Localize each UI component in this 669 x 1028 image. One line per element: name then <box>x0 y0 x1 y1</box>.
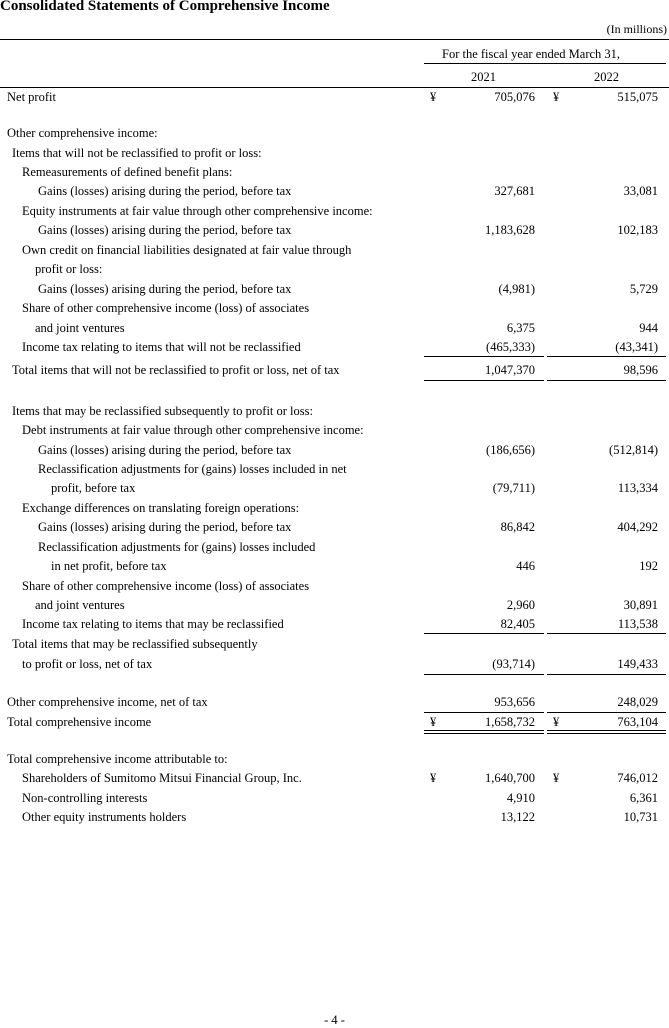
statement-row <box>0 637 669 657</box>
value-2021: 86,842 <box>500 520 535 534</box>
value-2021: 13,122 <box>500 810 535 824</box>
subtotal-rule <box>547 356 666 357</box>
value-2022: 404,292 <box>617 520 658 534</box>
statement-row <box>0 520 669 540</box>
row-label: Remeasurements of defined benefit plans: <box>22 165 233 179</box>
row-label: Reclassification adjustments for (gains) losses included <box>38 540 316 554</box>
value-2022: 6,361 <box>629 791 658 805</box>
row-label: Share of other comprehensive income (loss) of associates <box>22 579 310 593</box>
value-2022: 113,334 <box>617 481 658 495</box>
statement-row <box>0 223 669 243</box>
statement-row <box>0 481 669 501</box>
row-label: to profit or loss, net of tax <box>22 657 153 671</box>
row-label: Non-controlling interests <box>22 791 148 805</box>
subtotal-rule <box>424 674 544 675</box>
statement-row <box>0 404 669 424</box>
row-label: Own credit on financial liabilities designated at fair value through <box>22 243 352 257</box>
row-label: Income tax relating to items that may be reclassified <box>22 617 284 631</box>
value-2022: 248,029 <box>617 695 658 709</box>
value-2022: 33,081 <box>623 184 658 198</box>
statement-row <box>0 559 669 579</box>
value-2022: 944 <box>639 321 658 335</box>
row-label: Other equity instruments holders <box>22 810 187 824</box>
statement-row <box>0 262 669 282</box>
statement-row <box>0 771 669 791</box>
value-2022: 5,729 <box>629 282 658 296</box>
statement-row <box>0 90 669 110</box>
row-label: Gains (losses) arising during the period, before tax <box>38 282 292 296</box>
value-2021: 1,640,700 <box>485 771 535 785</box>
statement-row <box>0 126 669 146</box>
row-label: Other comprehensive income, net of tax <box>7 695 208 709</box>
statement-row <box>0 340 669 360</box>
value-2021: 82,405 <box>500 617 535 631</box>
statement-row <box>0 282 669 302</box>
statement-row <box>0 321 669 341</box>
row-label: Exchange differences on translating foreign operations: <box>22 501 300 515</box>
value-2021: (93,714) <box>492 657 535 671</box>
subtotal-rule <box>424 712 544 713</box>
value-2022: 746,012 <box>617 771 658 785</box>
value-2022: 113,538 <box>617 617 658 631</box>
statement-row <box>0 165 669 185</box>
subtotal-rule <box>424 356 544 357</box>
row-label: Gains (losses) arising during the period, before tax <box>38 223 292 237</box>
statement-row <box>0 146 669 166</box>
row-label: and joint ventures <box>35 598 125 612</box>
value-2021: (79,711) <box>492 481 535 495</box>
unit-note: (In millions) <box>606 22 667 36</box>
value-2021: 6,375 <box>506 321 535 335</box>
row-label: Income tax relating to items that will not be reclassified <box>22 340 301 354</box>
row-label: Reclassification adjustments for (gains) losses included in net <box>38 462 347 476</box>
period-header: For the fiscal year ended March 31, <box>442 47 621 61</box>
statement-row <box>0 443 669 463</box>
yen-symbol: ¥ <box>430 771 437 785</box>
statement-row <box>0 752 669 772</box>
subtotal-rule <box>547 674 666 675</box>
total-double-rule <box>424 730 544 734</box>
total-double-rule <box>547 730 666 734</box>
header-bottom-rule <box>0 87 669 88</box>
value-2021: 4,910 <box>506 791 535 805</box>
statement-row <box>0 204 669 224</box>
value-2022: 10,731 <box>623 810 658 824</box>
value-2021: (186,656) <box>486 443 535 457</box>
row-label: Shareholders of Sumitomo Mitsui Financial Group, Inc. <box>22 771 302 785</box>
statement-row <box>0 462 669 482</box>
yen-symbol: ¥ <box>430 90 437 104</box>
col-year-2021: 2021 <box>471 70 496 84</box>
statement-row <box>0 501 669 521</box>
statement-row <box>0 243 669 263</box>
statement-row <box>0 423 669 443</box>
row-label: in net profit, before tax <box>51 559 167 573</box>
row-label: profit, before tax <box>51 481 136 495</box>
row-label: Equity instruments at fair value through other comprehensive income: <box>22 204 373 218</box>
row-label: Gains (losses) arising during the period, before tax <box>38 184 292 198</box>
statement-title: Consolidated Statements of Comprehensive Income <box>0 0 330 14</box>
row-label: Net profit <box>7 90 56 104</box>
row-label: and joint ventures <box>35 321 125 335</box>
row-label: Total comprehensive income <box>7 715 152 729</box>
subtotal-rule <box>547 380 666 381</box>
statement-row <box>0 579 669 599</box>
value-2022: (43,341) <box>615 340 658 354</box>
value-2022: 515,075 <box>617 90 658 104</box>
value-2021: 705,076 <box>494 90 535 104</box>
page-number: - 4 - <box>324 1013 345 1027</box>
row-label: Share of other comprehensive income (loss) of associates <box>22 301 310 315</box>
subtotal-rule <box>547 712 666 713</box>
yen-symbol: ¥ <box>553 90 560 104</box>
row-label: Items that may be reclassified subsequently to profit or loss: <box>12 404 313 418</box>
value-2021: 2,960 <box>506 598 535 612</box>
statement-row <box>0 617 669 637</box>
yen-symbol: ¥ <box>430 715 437 729</box>
value-2022: 149,433 <box>617 657 658 671</box>
value-2021: 1,183,628 <box>485 223 535 237</box>
statement-row <box>0 184 669 204</box>
value-2021: 953,656 <box>494 695 535 709</box>
row-label: Total items that may be reclassified subsequently <box>12 637 258 651</box>
value-2022: 30,891 <box>623 598 658 612</box>
row-label: Items that will not be reclassified to profit or loss: <box>12 146 262 160</box>
statement-row <box>0 301 669 321</box>
row-label: Total comprehensive income attributable to: <box>7 752 228 766</box>
value-2022: 192 <box>639 559 658 573</box>
subtotal-rule <box>424 380 544 381</box>
header-top-rule <box>0 39 669 40</box>
value-2021: 1,658,732 <box>485 715 535 729</box>
row-label: Debt instruments at fair value through other comprehensive income: <box>22 423 364 437</box>
value-2021: (465,333) <box>486 340 535 354</box>
row-label: Other comprehensive income: <box>7 126 158 140</box>
value-2022: 763,104 <box>617 715 658 729</box>
yen-symbol: ¥ <box>553 715 560 729</box>
value-2022: (512,814) <box>609 443 658 457</box>
subtotal-rule <box>547 633 666 634</box>
row-label: Gains (losses) arising during the period, before tax <box>38 520 292 534</box>
value-2022: 98,596 <box>623 363 658 377</box>
statement-row <box>0 540 669 560</box>
yen-symbol: ¥ <box>553 771 560 785</box>
row-label: Gains (losses) arising during the period, before tax <box>38 443 292 457</box>
value-2022: 102,183 <box>617 223 658 237</box>
subtotal-rule <box>424 633 544 634</box>
statement-row <box>0 598 669 618</box>
period-header-rule <box>424 63 666 64</box>
value-2021: 446 <box>516 559 535 573</box>
value-2021: 1,047,370 <box>485 363 535 377</box>
value-2021: 327,681 <box>494 184 535 198</box>
value-2021: (4,981) <box>498 282 535 296</box>
col-year-2022: 2022 <box>594 70 619 84</box>
row-label: Total items that will not be reclassified to profit or loss, net of tax <box>12 363 340 377</box>
row-label: profit or loss: <box>35 262 103 276</box>
statement-row <box>0 791 669 811</box>
statement-row <box>0 810 669 830</box>
